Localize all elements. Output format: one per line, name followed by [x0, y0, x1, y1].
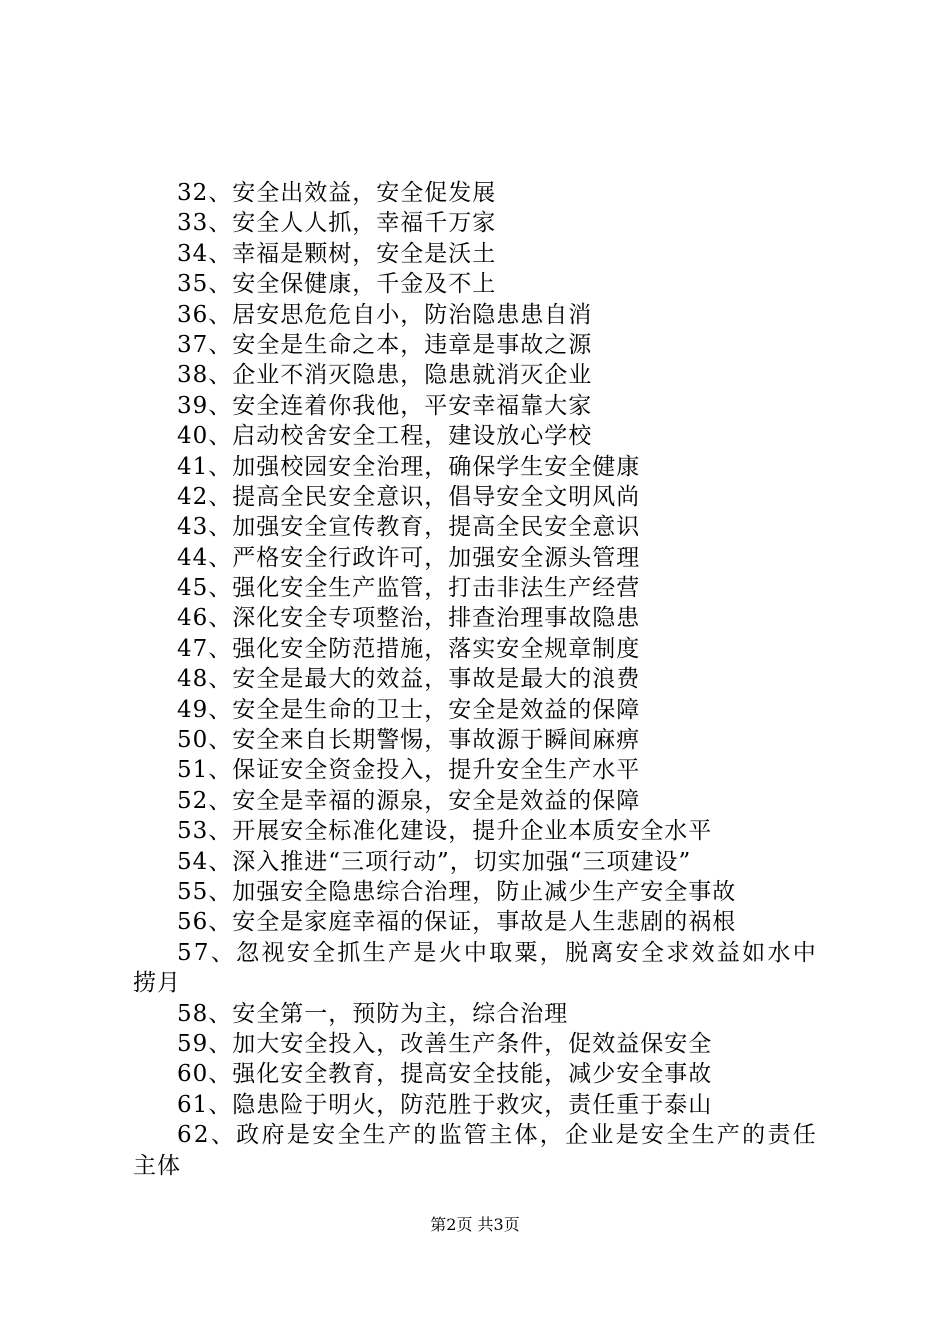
list-item: 62、政府是安全生产的监管主体，企业是安全生产的责任	[177, 1122, 819, 1149]
list-item: 46、深化安全专项整治，排查治理事故隐患	[177, 605, 641, 632]
list-item: 41、加强校园安全治理，确保学生安全健康	[177, 453, 641, 480]
list-item: 57、忽视安全抓生产是火中取粟，脱离安全求效益如水中	[177, 939, 819, 966]
list-item: 42、提高全民安全意识，倡导安全文明风尚	[177, 483, 641, 510]
list-item: 32、安全出效益，安全促发展	[177, 180, 497, 206]
list-item: 52、安全是幸福的源泉，安全是效益的保障	[177, 787, 641, 814]
list-item: 39、安全连着你我他，平安幸福靠大家	[177, 392, 593, 419]
list-item: 33、安全人人抓，幸福千万家	[177, 210, 497, 237]
list-item: 35、安全保健康，千金及不上	[177, 271, 497, 298]
list-item: 56、安全是家庭幸福的保证，事故是人生悲剧的祸根	[177, 909, 737, 936]
list-item: 59、加大安全投入，改善生产条件，促效益保安全	[177, 1030, 713, 1057]
list-item: 55、加强安全隐患综合治理，防止减少生产安全事故	[177, 878, 737, 905]
list-item-continuation: 主体	[133, 1152, 181, 1179]
list-item: 48、安全是最大的效益，事故是最大的浪费	[177, 666, 641, 693]
list-item: 58、安全第一，预防为主，综合治理	[177, 1000, 569, 1027]
list-item: 61、隐患险于明火，防范胜于救灾，责任重于泰山	[177, 1091, 713, 1118]
list-item: 34、幸福是颗树，安全是沃土	[177, 240, 497, 267]
list-item: 47、强化安全防范措施，落实安全规章制度	[177, 635, 641, 662]
page-footer: 第2页 共3页	[430, 1215, 520, 1234]
list-item: 45、强化安全生产监管，打击非法生产经营	[177, 575, 641, 602]
list-item: 38、企业不消灭隐患，隐患就消灭企业	[177, 362, 593, 389]
list-item: 40、启动校舍安全工程，建设放心学校	[177, 423, 593, 450]
list-item: 51、保证安全资金投入，提升安全生产水平	[177, 757, 641, 784]
list-item: 60、强化安全教育，提高安全技能，减少安全事故	[177, 1061, 713, 1088]
list-item: 53、开展安全标准化建设，提升企业本质安全水平	[177, 818, 713, 845]
list-item: 54、深入推进“三项行动”，切实加强“三项建设”	[177, 848, 692, 875]
list-item: 44、严格安全行政许可，加强安全源头管理	[177, 544, 641, 571]
list-item: 36、居安思危危自小，防治隐患患自消	[177, 301, 593, 328]
list-item: 37、安全是生命之本，违章是事故之源	[177, 331, 593, 358]
slogan-list	[133, 178, 833, 1181]
list-item: 49、安全是生命的卫士，安全是效益的保障	[177, 696, 641, 723]
list-item: 43、加强安全宣传教育，提高全民安全意识	[177, 514, 641, 541]
list-item: 50、安全来自长期警惕，事故源于瞬间麻痹	[177, 727, 641, 754]
list-item-continuation: 捞月	[133, 970, 181, 997]
